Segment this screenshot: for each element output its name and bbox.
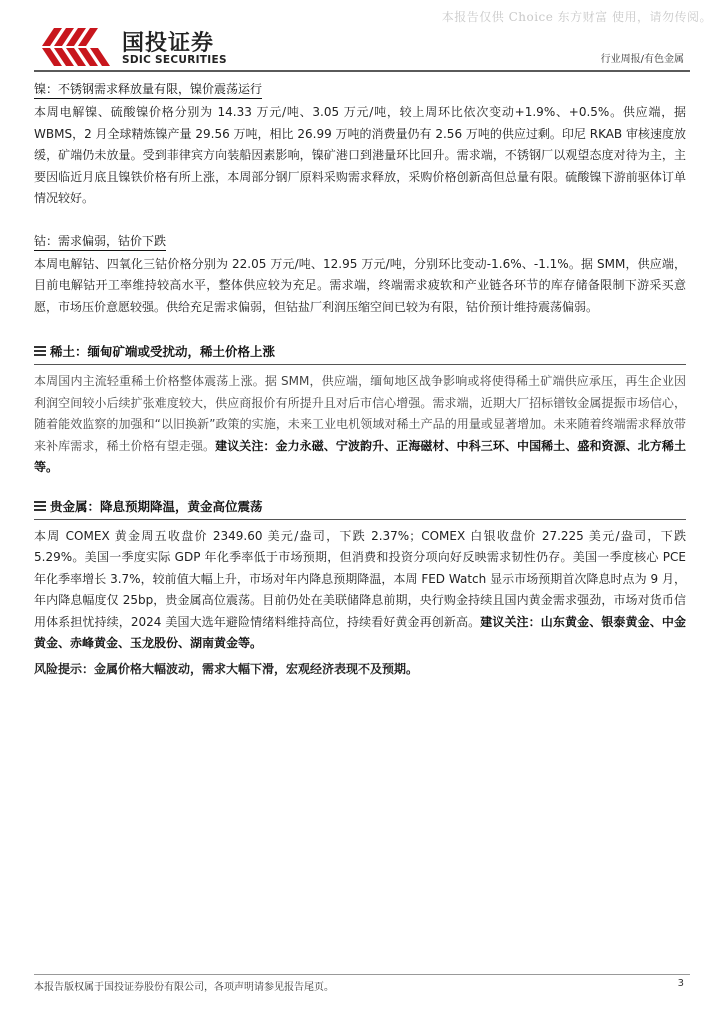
page-number: 3 xyxy=(677,978,684,989)
risk-warning: 风险提示：金属价格大幅波动，需求大幅下滑，宏观经济表现不及预期。 xyxy=(34,661,419,676)
nickel-paragraph: 本周电解镍、硫酸镍价格分别为 14.33 万元/吨、3.05 万元/吨，较上周环比依次变动+1.9%、+0.5%。供应端，据 WBMS，2 月全球精炼镍产量 29.56 万吨，相比 26.99 万吨的消费量仍有 2.56 万吨的供应过剩。印尼 RKAB 审核速度放缓，矿端仍未放量。受到菲律宾方向装船因素影响，镍矿港口到港量环比回升。需求端，不锈钢厂以观望态度对待为主，主要因临近月底且镍铁价格有所上涨，本周部分钢厂原料采购需求释放，采购价格创新高但总量有限。硫酸镍下游前驱体订单情况较好。 xyxy=(34,105,686,205)
precious-metals-heading-text: 贵金属：降息预期降温，黄金高位震荡 xyxy=(50,498,263,514)
list-icon xyxy=(34,345,46,357)
footer-divider xyxy=(34,974,690,975)
precious-metals-body: 本周 COMEX 黄金周五收盘价 2349.60 美元/盎司，下跌 2.37%；COMEX 白银收盘价 27.225 美元/盎司，下跌 5.29%。美国一季度实际 GDP 年化季率低于市场预期，但消费和投资分项向好反映需求韧性仍存。美国一季度核心 PCE 年化季率增长 3.7%，较前值大幅上升，市场对年内降息预期降温，本周 FED Watch 显示市场预期首次降息时点为 9 月，年内降息幅度仅 25bp，贵金属高位震荡。目前仍处在美联储降息前期，央行购金持续且国内黄金需求强劲，市场对货币信用体系担忧持续，2024 美国大选年避险情绪料维持高位，持续看好黄金再创新高。 xyxy=(34,528,686,629)
sdic-logo-icon xyxy=(40,24,116,68)
rare-earth-recommendation: 建议关注：金力永磁、宁波韵升、正海磁材、中科三环、中国稀土、盛和资源、北方稀土等。 xyxy=(34,438,686,474)
rare-earth-section-heading xyxy=(34,342,686,360)
report-type: 行业周报/有色金属 xyxy=(600,54,684,65)
rare-earth-body: 本周国内主流轻重稀土价格整体震荡上涨。据 SMM，供应端，缅甸地区战争影响或将使得稀土矿端供应承压，再生企业因利润空间较小后续扩张难度较大，供应商报价有所提升且对后市信心增强。需求端，近期大厂招标镨钕金属提振市场信心，随着能效监察的加强和“以旧换新”政策的实施，未来工业电机领域对稀土产品的用量或显著增加。未来随着终端需求释放带来补库需求，稀土价格有望走强。 xyxy=(34,374,686,453)
precious-metals-section-heading xyxy=(34,497,686,515)
logo-chinese-name: 国投证券 xyxy=(122,31,215,56)
rare-earth-divider xyxy=(34,364,686,365)
rare-earth-paragraph xyxy=(34,371,686,479)
cobalt-heading: 钴：需求偏弱，钴价下跌 xyxy=(34,232,166,251)
cobalt-paragraph: 本周电解钴、四氧化三钴价格分别为 22.05 万元/吨、12.95 万元/吨，分别环比变动-1.6%、-1.1%。据 SMM，供应端，目前电解钴开工率维持较高水平，整体供应较为充足。需求端，终端需求疲软和产业链各环节的库存储备限制下游采买意愿，市场压价意愿较强。供给充足需求偏弱，但钴盐厂利润压缩空间已较为有限，钴价预计维持震荡偏弱。 xyxy=(34,256,686,314)
footer-disclaimer: 本报告版权属于国投证券股份有限公司，各项声明请参见报告尾页。 xyxy=(34,982,334,993)
precious-metals-recommendation: 建议关注：山东黄金、银泰黄金、中金黄金、赤峰黄金、玉龙股份、湖南黄金等。 xyxy=(34,614,686,650)
logo-english-name: SDIC SECURITIES xyxy=(122,54,227,66)
rare-earth-heading-text: 稀土：缅甸矿端或受扰动，稀土价格上涨 xyxy=(50,344,276,359)
nickel-heading: 镍：不锈钢需求释放量有限，镍价震荡运行 xyxy=(34,80,262,99)
watermark: 本报告仅供 Choice 东方财富 使用，请勿传阅。 xyxy=(441,10,712,24)
list-icon xyxy=(34,500,46,512)
header-divider xyxy=(34,70,690,72)
report-body xyxy=(34,78,686,680)
precious-metals-paragraph xyxy=(34,526,686,655)
precious-metals-divider xyxy=(34,519,686,520)
company-logo xyxy=(40,24,250,70)
